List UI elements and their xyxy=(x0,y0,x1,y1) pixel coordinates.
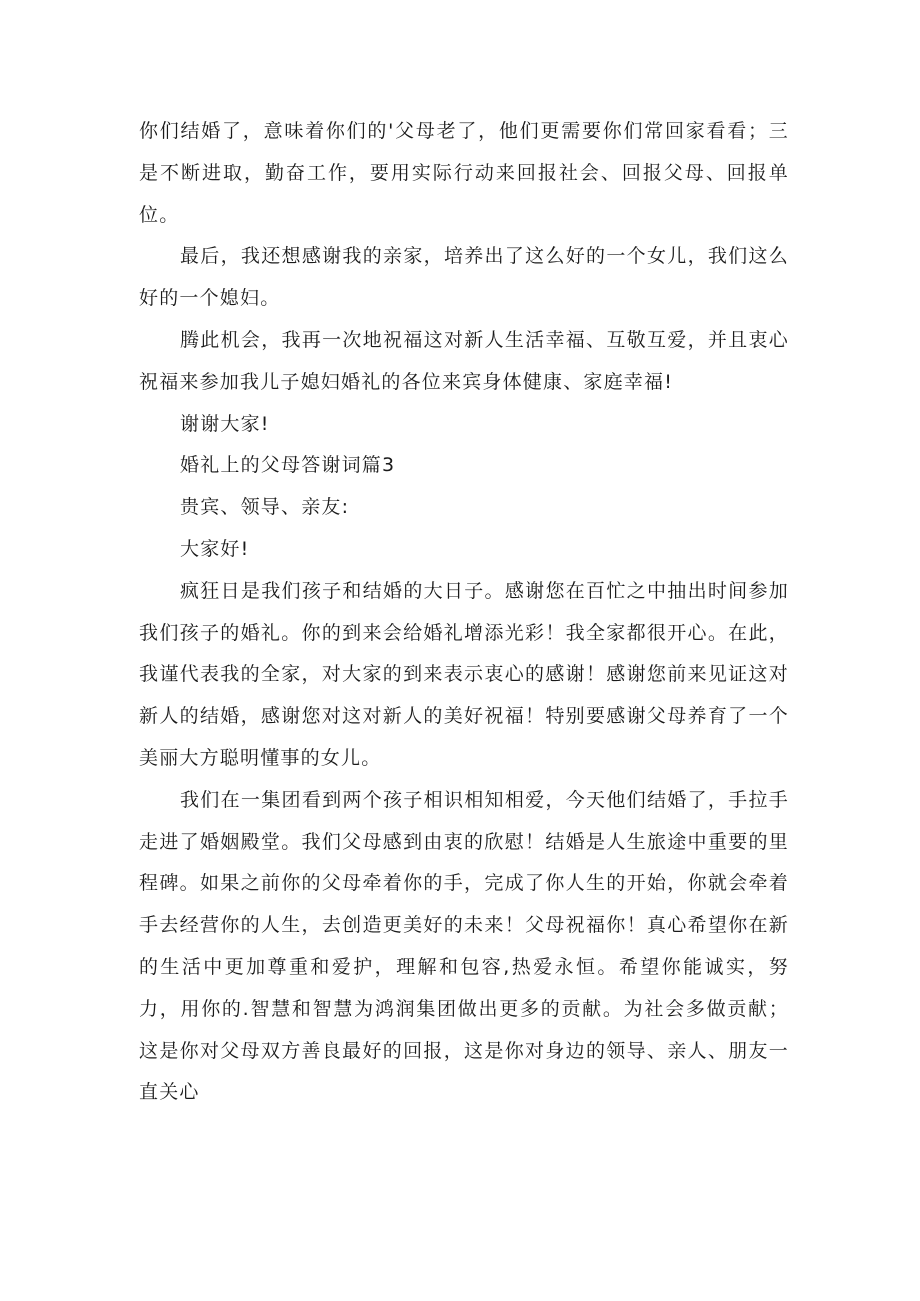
paragraph-blessing: 腾此机会，我再一次地祝福这对新人生活幸福、互敬互爱，并且衷心祝福来参加我儿子媳妇婚礼的各位来宾身体健康、家庭幸福! xyxy=(139,328,789,393)
paragraph-continued: 你们结婚了，意味着你们的'父母老了，他们更需要你们常回家看看；三是不断进取，勤奋工作，要用实际行动来回报社会、回报父母、回报单位。 xyxy=(139,120,789,226)
paragraph-thank-you: 谢谢大家! xyxy=(180,412,270,435)
paragraph-wedding-day: 疯狂日是我们孩子和结婚的大日子。感谢您在百忙之中抽出时间参加我们孩子的婚礼。你的到来会给婚礼增添光彩！我全家都很开心。在此，我谨代表我的全家，对大家的到来表示衷心的感谢！感谢您前来见证这对新人的结婚，感谢您对这对新人的美好祝福！特别要感谢父母养育了一个美丽大方聪明懂事的女儿。 xyxy=(139,579,789,769)
paragraph-salutation: 贵宾、领导、亲友: xyxy=(180,496,350,519)
document-body xyxy=(139,111,789,1114)
section-heading: 婚礼上的父母答谢词篇3 xyxy=(180,454,396,477)
paragraph-wishes: 我们在一集团看到两个孩子相识相知相爱，今天他们结婚了，手拉手走进了婚姻殿堂。我们父母感到由衷的欣慰！结婚是人生旅途中重要的里程碑。如果之前你的父母牵着你的手，完成了你人生的开始，你就会牵着手去经营你的人生，去创造更美好的未来！父母祝福你！真心希望你在新的生活中更加尊重和爱护，理解和包容,热爱永恒。希望你能诚实，努力，用你的.智慧和智慧为鸿润集团做出更多的贡献。为社会多做贡献；这是你对父母双方善良最好的回报，这是你对身边的领导、亲人、朋友一直关心 xyxy=(139,788,789,1104)
paragraph-thanks-in-laws: 最后，我还想感谢我的亲家，培养出了这么好的一个女儿，我们这么好的一个媳妇。 xyxy=(139,245,789,310)
paragraph-greeting: 大家好! xyxy=(180,537,250,560)
